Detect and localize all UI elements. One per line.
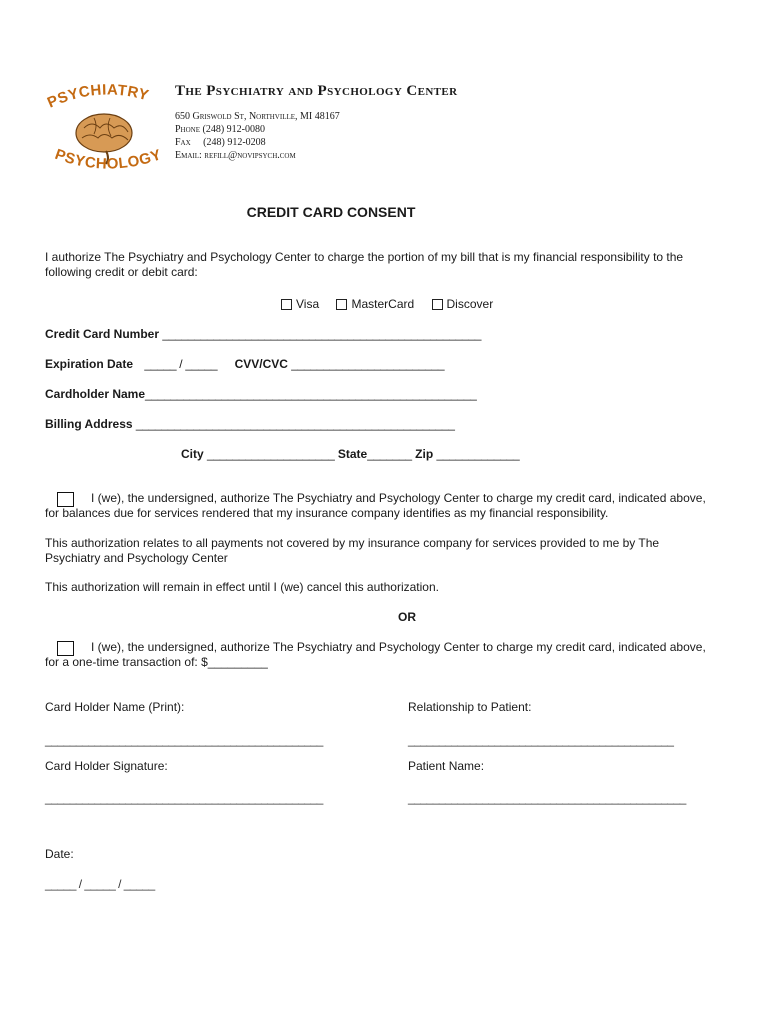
org-name: The Psychiatry and Psychology Center [175,83,458,99]
holder-name-label: Card Holder Name (Print): [45,700,185,714]
checkbox-visa[interactable] [281,299,292,310]
patient-name-label: Patient Name: [408,759,485,773]
state-label: State [337,447,368,461]
holder-signature-line[interactable]: _____________________________________________ [45,791,323,805]
logo-text-bottom: PSYCHOLOGY [52,145,164,173]
card-option-label: MasterCard [351,297,415,311]
city-label: City [181,447,204,461]
form-title: CREDIT CARD CONSENT [246,204,416,220]
zip-field[interactable]: _____________ [436,447,520,461]
cvv-field[interactable]: ________________________ [291,357,445,371]
svg-text:PSYCHIATRY [45,81,151,111]
state-field[interactable]: _______ [367,447,412,461]
option-one-time-text: I (we), the undersigned, authorize The Psychiatry and Psychology Center to charge my credit card, indicated above, for a one-time transaction of: $_________ [45,640,706,669]
card-option-label: Discover [446,297,494,311]
date-field[interactable]: _____ / _____ / _____ [45,877,155,891]
phone-line: Phone (248) 912-0080 [175,124,265,135]
holder-name-line[interactable]: _____________________________________________ [45,733,323,747]
card-number-label: Credit Card Number [45,327,160,341]
billing-field[interactable]: __________________________________________________ [135,417,455,431]
fax-line: Fax (248) 912-0208 [175,137,266,148]
cvv-label: CVV/CVC [234,357,288,371]
holder-signature-label: Card Holder Signature: [45,759,168,773]
expiration-field[interactable]: _____ / _____ [144,357,218,371]
email-line: Email: refill@novipsych.com [175,150,296,161]
city-state-zip-row [181,447,519,461]
checkbox-mastercard[interactable] [336,299,347,310]
expiration-label: Expiration Date [45,357,134,371]
card-option-mastercard[interactable] [336,297,414,311]
address-line: 650 Griswold St, Northville, MI 48167 [175,111,340,122]
card-type-options [281,297,507,313]
duration-note: This authorization will remain in effect until I (we) cancel this authorization. [45,580,439,594]
or-separator: OR [398,610,416,624]
option-recurring-text: I (we), the undersigned, authorize The Psychiatry and Psychology Center to charge my credit card, indicated above, for balances due for services rendered that my insurance company identifies as my financial responsibility. [45,491,706,520]
relationship-line[interactable]: ___________________________________________ [408,733,674,747]
center-logo [44,78,166,182]
card-number-field[interactable]: __________________________________________________ [162,327,482,341]
relationship-label: Relationship to Patient: [408,700,532,714]
intro-paragraph: I authorize The Psychiatry and Psychology Center to charge the portion of my bill that is my financial responsibility to the following credit or debit card: [45,250,684,279]
checkbox-discover[interactable] [432,299,443,310]
cardholder-field[interactable]: ____________________________________________________ [145,387,477,401]
card-option-visa[interactable] [281,297,319,311]
billing-label: Billing Address [45,417,133,431]
date-label: Date: [45,847,74,861]
coverage-note: This authorization relates to all payments not covered by my insurance company for services provided to me by The Psychiatry and Psychology Center [45,536,660,565]
city-field[interactable]: ____________________ [207,447,335,461]
card-number-row [45,327,481,341]
billing-row [45,417,455,431]
card-option-discover[interactable] [432,297,494,311]
expiration-row [45,357,444,371]
cardholder-label: Cardholder Name [45,387,146,401]
cardholder-row [45,387,476,401]
patient-name-line[interactable]: _____________________________________________ [408,791,686,805]
logo-text-top: PSYCHIATRY [44,81,151,112]
zip-label: Zip [415,447,434,461]
card-option-label: Visa [296,297,320,311]
